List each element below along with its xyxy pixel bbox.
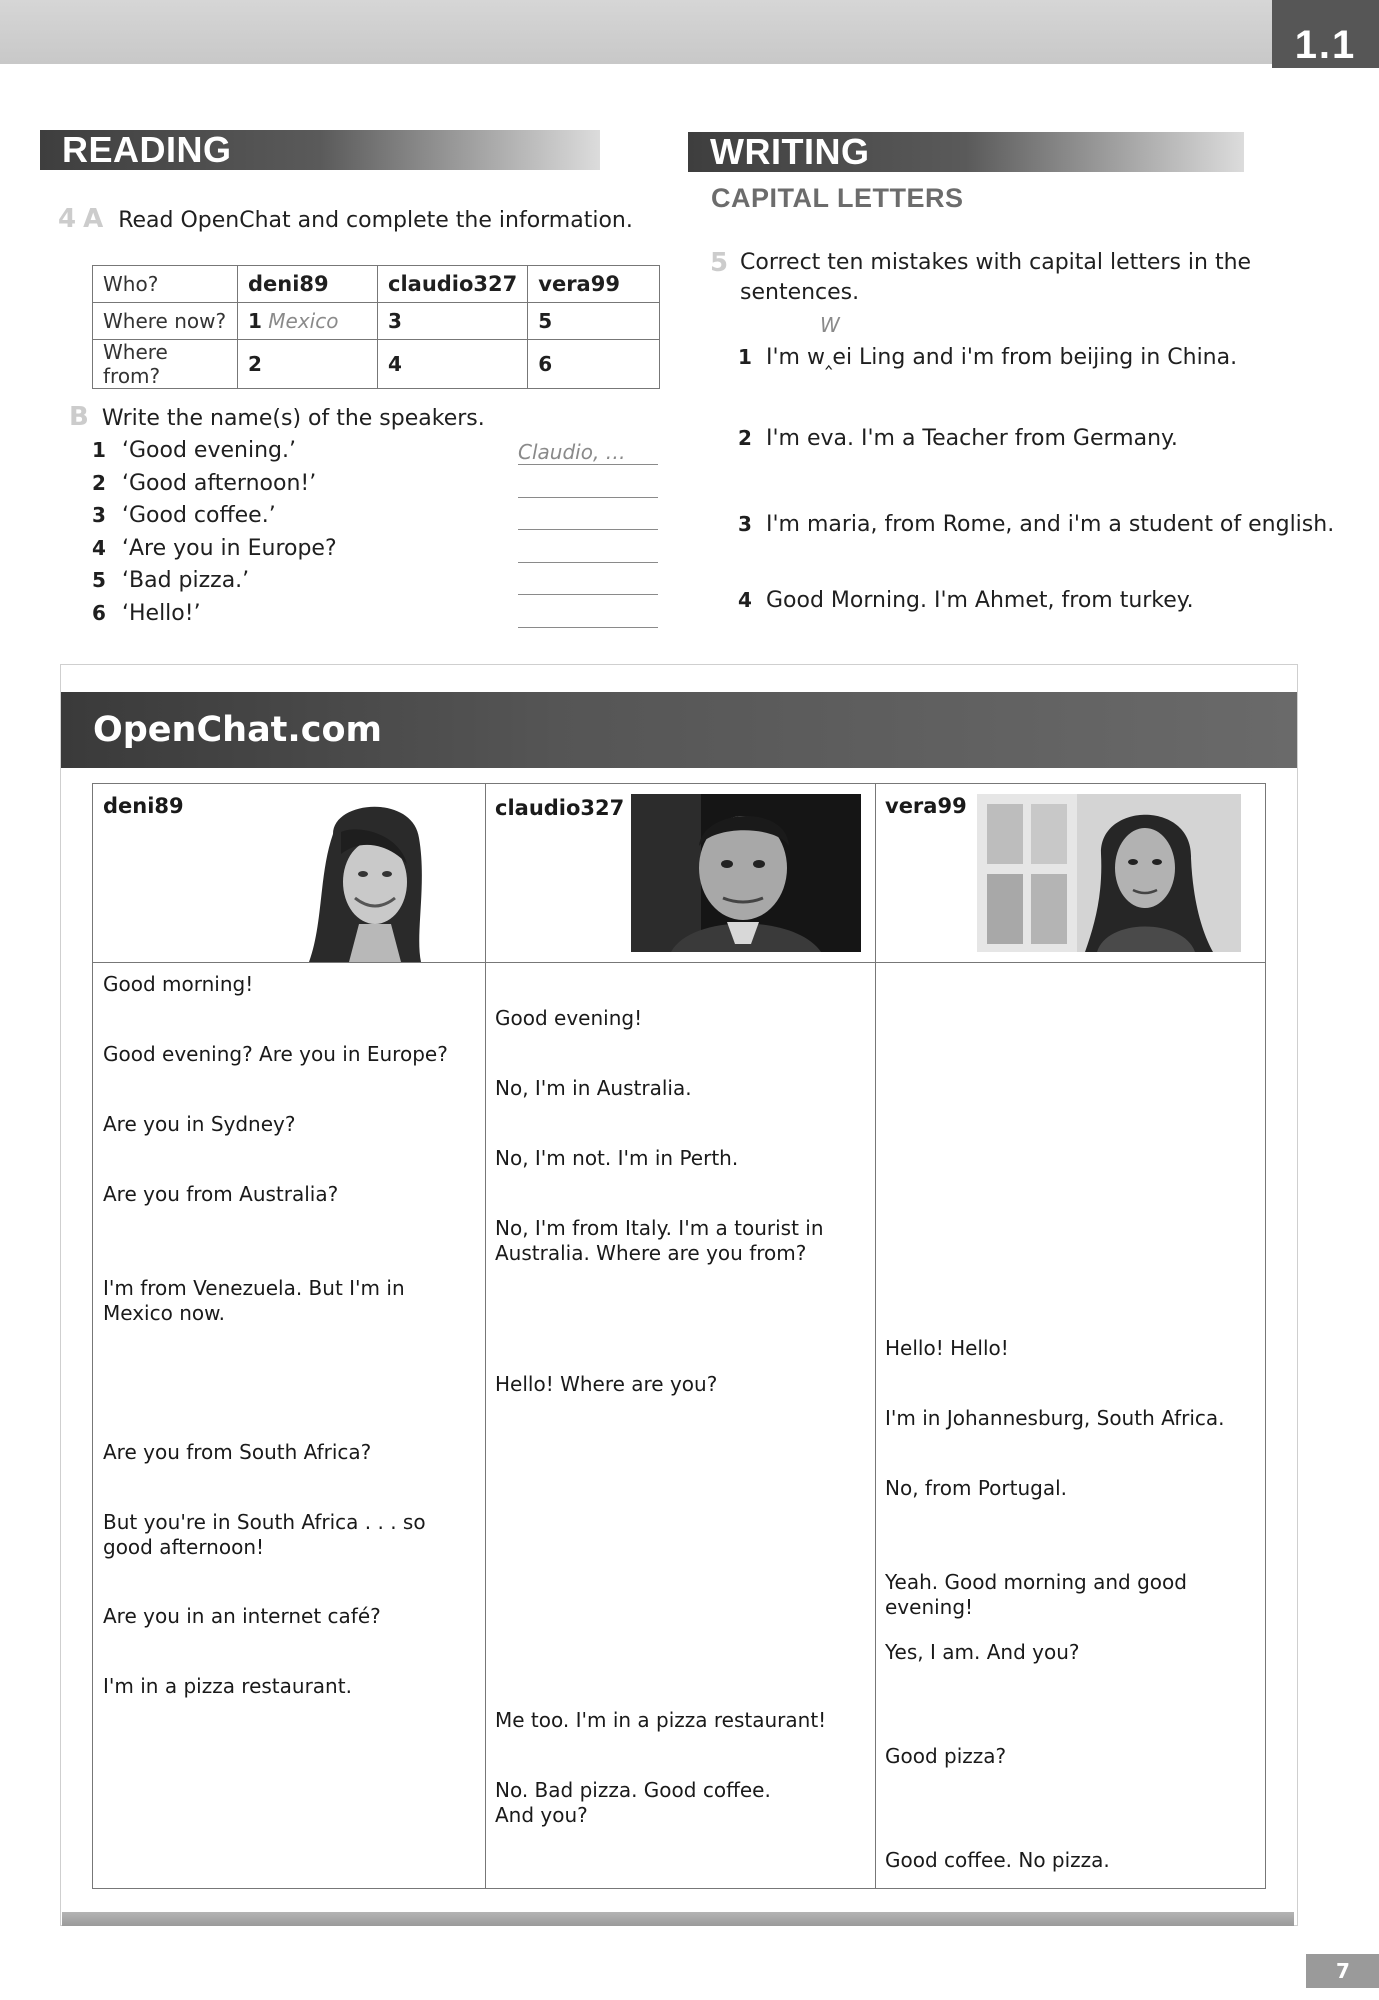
chat-message: No, I'm not. I'm in Perth. [495, 1146, 739, 1170]
profile-photo-deni89 [289, 794, 449, 962]
cell-number: 5 [538, 309, 553, 333]
answer-line[interactable] [518, 562, 658, 563]
top-band [0, 0, 1379, 64]
item-number: 3 [738, 512, 752, 536]
chat-message: No. Bad pizza. Good coffee. And you? [495, 1778, 771, 1827]
cell-number: 1 [248, 309, 262, 333]
chat-message: Good evening! [495, 1006, 643, 1030]
chat-grid [92, 783, 1266, 1889]
chat-message: Good coffee. No pizza. [885, 1848, 1110, 1872]
reading-heading: READING [40, 130, 600, 170]
cell-number: 2 [248, 352, 262, 376]
exercise-4b-instruction [69, 402, 485, 432]
item-quote: ‘Hello!’ [122, 600, 201, 626]
list-item [92, 601, 662, 634]
chat-message: Good evening? Are you in Europe? [103, 1042, 448, 1066]
item-number: 4 [92, 535, 106, 560]
chat-message: But you're in South Africa . . . so good afternoon! [103, 1510, 426, 1559]
info-table [92, 265, 660, 389]
chat-message: I'm in Johannesburg, South Africa. [885, 1406, 1225, 1430]
table-row [93, 340, 660, 389]
table-cell[interactable] [378, 340, 528, 389]
list-item [92, 471, 662, 504]
item-quote: ‘Good afternoon!’ [122, 470, 317, 496]
column-divider [485, 784, 486, 1888]
exercise-4a-label: A [83, 204, 104, 234]
item-number: 1 [92, 438, 106, 462]
list-item [92, 536, 662, 569]
item-number: 1 [738, 345, 752, 369]
column-divider [875, 784, 876, 1888]
answer-line[interactable] [518, 594, 658, 595]
chat-message: Good morning! [103, 972, 254, 996]
table-row [93, 303, 660, 340]
cell-number: 6 [538, 352, 553, 376]
exercise-5-number: 5 [710, 248, 729, 278]
item-quote: ‘Good evening.’ [122, 438, 296, 463]
answer-line[interactable] [518, 627, 658, 628]
unit-tab: 1.1 [1272, 0, 1379, 68]
item-number: 2 [738, 426, 752, 450]
item-number: 3 [92, 503, 106, 528]
list-item [738, 426, 1178, 451]
exercise-5-instruction [710, 248, 1270, 308]
list-item [738, 512, 1334, 537]
chat-message: Me too. I'm in a pizza restaurant! [495, 1708, 827, 1732]
chat-message: Good pizza? [885, 1744, 1007, 1768]
sentence-text: I'm eva. I'm a Teacher from Germany. [766, 426, 1178, 451]
table-header-who: Who? [93, 266, 238, 303]
profile-photo-vera99 [977, 794, 1241, 952]
table-header-user: claudio327 [378, 266, 528, 303]
openchat-title: OpenChat.com [61, 692, 1297, 768]
exercise-4a-instruction [58, 204, 633, 234]
chat-message: Are you in an internet café? [103, 1604, 381, 1628]
item-number: 4 [738, 588, 752, 612]
item-number: 5 [92, 568, 106, 593]
sentence-text: Good Morning. I'm Ahmet, from turkey. [766, 588, 1194, 613]
list-item [738, 588, 1194, 613]
item-number: 6 [92, 600, 106, 625]
exercise-4b-label: B [69, 402, 89, 432]
chat-message: Are you from South Africa? [103, 1440, 372, 1464]
username-claudio327: claudio327 [495, 796, 625, 820]
list-item [92, 503, 662, 536]
table-header-user: vera99 [528, 266, 660, 303]
exercise-4-number: 4 [58, 204, 77, 234]
chat-message: Yeah. Good morning and good evening! [885, 1570, 1187, 1619]
answer-line[interactable] [518, 529, 658, 530]
username-vera99: vera99 [885, 794, 967, 818]
chat-message: I'm in a pizza restaurant. [103, 1674, 352, 1698]
list-item [738, 313, 1238, 370]
writing-heading: WRITING [688, 132, 1244, 172]
page-number: 7 [1306, 1954, 1379, 1988]
list-item [92, 438, 662, 471]
chat-message: Hello! Where are you? [495, 1372, 718, 1396]
chat-message: No, from Portugal. [885, 1476, 1068, 1500]
speaker-list [92, 438, 662, 634]
exercise-4a-text: Read OpenChat and complete the information. [118, 208, 633, 233]
item-answer: Claudio, … [518, 440, 626, 464]
item-quote: ‘Good coffee.’ [122, 503, 276, 529]
bottom-bar [62, 1912, 1294, 1926]
chat-message: Hello! Hello! [885, 1336, 1009, 1360]
table-cell[interactable] [238, 303, 378, 340]
chat-message: Are you in Sydney? [103, 1112, 296, 1136]
username-deni89: deni89 [103, 794, 184, 818]
table-cell[interactable] [528, 303, 660, 340]
profile-photo-claudio327 [631, 794, 861, 952]
chat-message: No, I'm from Italy. I'm a tourist in Australia. Where are you from? [495, 1216, 824, 1265]
answer-line[interactable] [518, 464, 658, 465]
table-row-label: Where from? [93, 340, 238, 389]
cell-number: 3 [388, 309, 402, 333]
capital-letters-subheading: CAPITAL LETTERS [711, 183, 964, 213]
cell-answer: Mexico [268, 309, 339, 333]
header-divider [93, 962, 1265, 963]
table-cell[interactable] [238, 340, 378, 389]
item-number: 2 [92, 470, 106, 495]
chat-message: Are you from Australia? [103, 1182, 339, 1206]
item-quote: ‘Are you in Europe? [122, 535, 337, 561]
chat-message: Yes, I am. And you? [885, 1640, 1080, 1664]
table-cell[interactable] [378, 303, 528, 340]
exercise-4b-text: Write the name(s) of the speakers. [101, 406, 485, 431]
sentence-text: I'm w‸ei Ling and i'm from beijing in China. [766, 345, 1238, 370]
cell-number: 4 [388, 352, 402, 376]
item-quote: ‘Bad pizza.’ [122, 568, 250, 594]
table-header-user: deni89 [238, 266, 378, 303]
example-correction: W [820, 313, 840, 337]
chat-message: I'm from Venezuela. But I'm in Mexico now. [103, 1276, 405, 1325]
sentence-text: I'm maria, from Rome, and i'm a student of english. [766, 512, 1335, 537]
answer-line[interactable] [518, 497, 658, 498]
exercise-5-text: Correct ten mistakes with capital letters in the sentences. [740, 250, 1252, 305]
table-row [93, 266, 660, 303]
chat-message: No, I'm in Australia. [495, 1076, 692, 1100]
table-row-label: Where now? [93, 303, 238, 340]
list-item [92, 568, 662, 601]
table-cell[interactable] [528, 340, 660, 389]
